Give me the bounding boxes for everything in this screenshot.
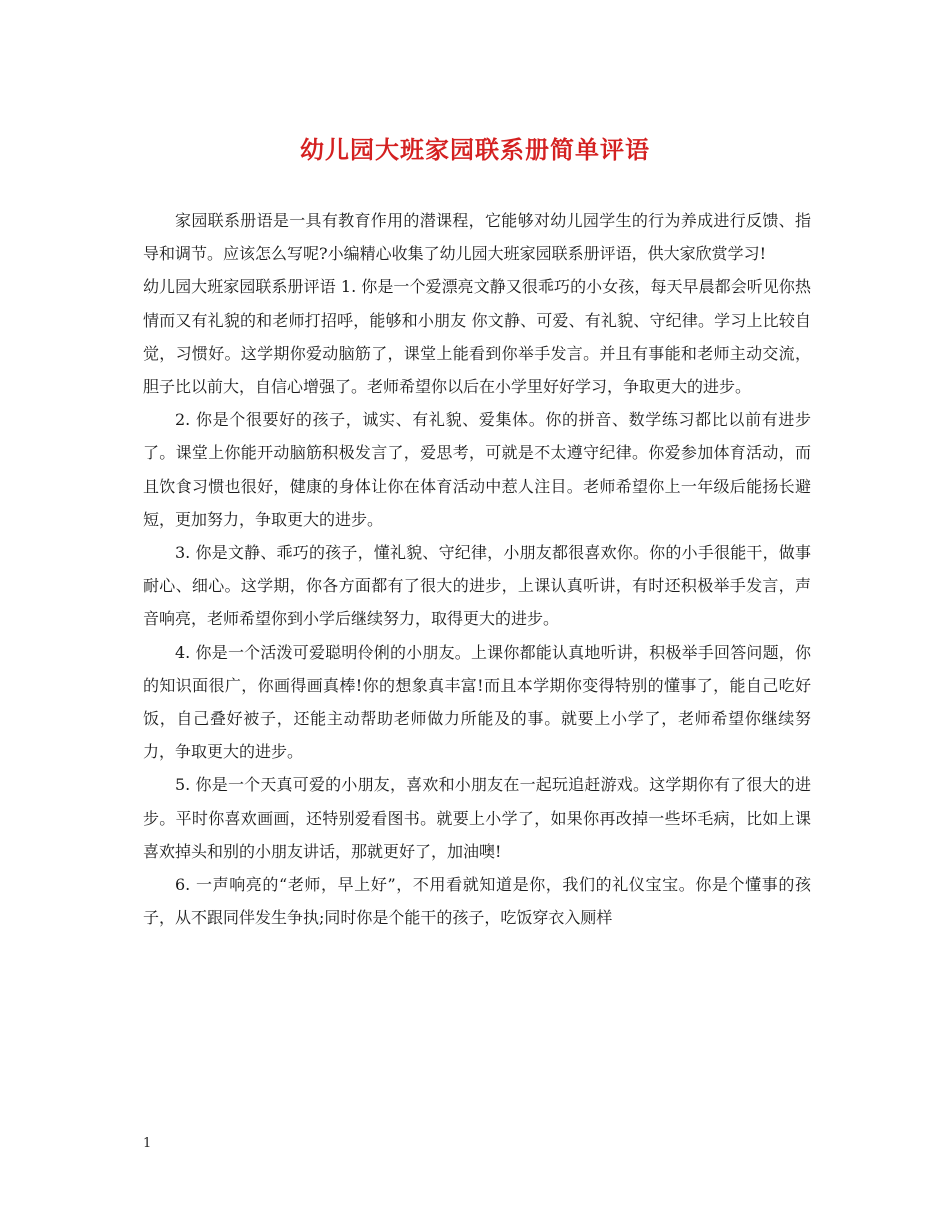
intro-paragraph: 家园联系册语是一具有教育作用的潜课程，它能够对幼儿园学生的行为养成进行反馈、指导和调节。应该怎么写呢?小编精心收集了幼儿园大班家园联系册评语，供大家欣赏学习! <box>143 211 811 264</box>
list-item: 2. 你是个很要好的孩子，诚实、有礼貌、爱集体。你的拼音、数学练习都比以前有进步了。课堂上你能开动脑筋积极发言了，爱思考，可就是不太遵守纪律。你爱参加体育活动，而且饮食习惯也很好，健康的身体让你在体育活动中惹人注目。老师希望你上一年级后能扬长避短，更加努力，争取更大的进步。 <box>143 410 811 529</box>
list-item: 6. 一声响亮的“老师，早上好”，不用看就知道是你，我们的礼仪宝宝。你是个懂事的孩子，从不跟同伴发生争执;同时你是个能干的孩子，吃饭穿衣入厕样 <box>143 875 811 928</box>
page-title: 幼儿园大班家园联系册简单评语 <box>300 136 650 164</box>
list-item: 5. 你是一个天真可爱的小朋友，喜欢和小朋友在一起玩追赶游戏。这学期你有了很大的进步。平时你喜欢画画，还特别爱看图书。就要上小学了，如果你再改掉一些坏毛病，比如上课喜欢掉头和别的小朋友讲话，那就更好了，加油噢! <box>143 775 811 861</box>
document-body <box>143 204 811 934</box>
section-heading-paragraph: 幼儿园大班家园联系册评语 1. 你是一个爱漂亮文静又很乖巧的小女孩，每天早晨都会听见你热情而又有礼貌的和老师打招呼，能够和小朋友 你文静、可爱、有礼貌、守纪律。学习上比较自觉，习惯好。这学期你爱动脑筋了，课堂上能看到你举手发言。并且有事能和老师主动交流，胆子比以前大，自信心增强了。老师希望你以后在小学里好好学习，争取更大的进步。 <box>143 277 811 397</box>
list-item: 4. 你是一个活泼可爱聪明伶俐的小朋友。上课你都能认真地听讲，积极举手回答问题，你的知识面很广，你画得画真棒!你的想象真丰富!而且本学期你变得特别的懂事了，能自己吃好饭，自己叠好被子，还能主动帮助老师做力所能及的事。就要上小学了，老师希望你继续努力，争取更大的进步。 <box>143 642 811 762</box>
page-number: 1 <box>143 1136 152 1151</box>
list-item: 3. 你是文静、乖巧的孩子，懂礼貌、守纪律，小朋友都很喜欢你。你的小手很能干，做事耐心、细心。这学期，你各方面都有了很大的进步，上课认真听讲，有时还积极举手发言，声音响亮，老师希望你到小学后继续努力，取得更大的进步。 <box>143 543 811 629</box>
